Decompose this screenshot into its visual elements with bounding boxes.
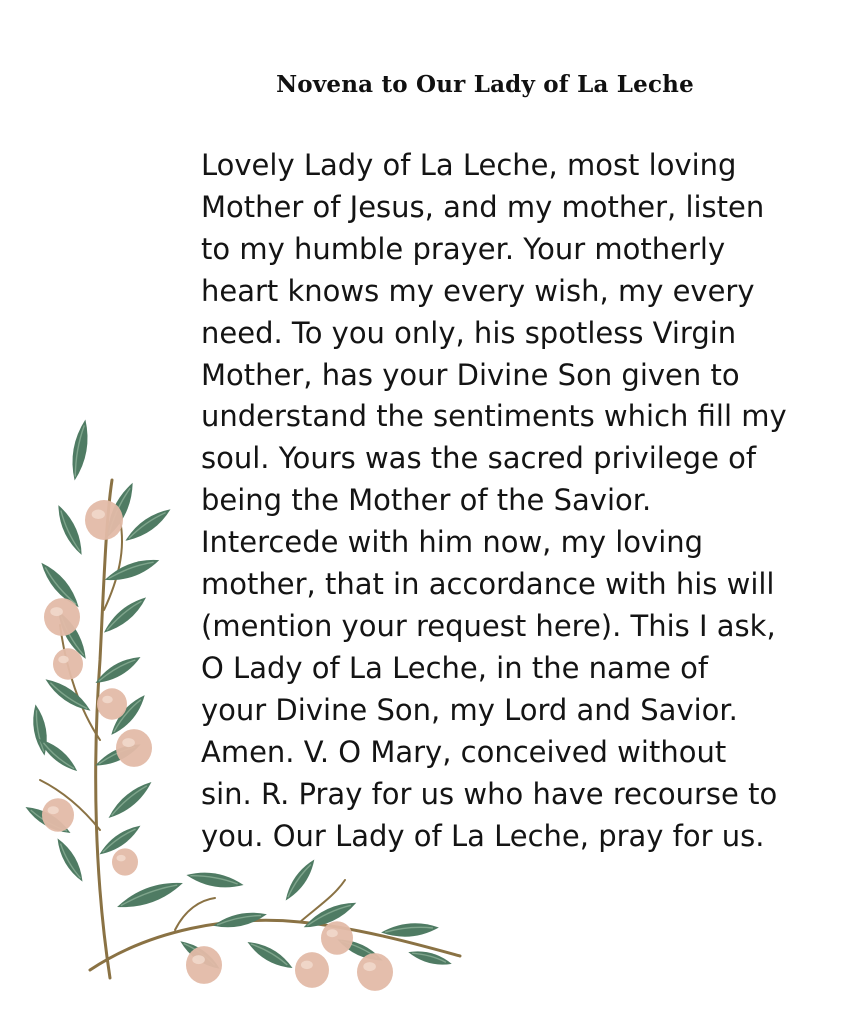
olive-highlight (92, 510, 105, 520)
olive-shape (357, 953, 393, 991)
prayer-line: sin. R. Pray for us who have recourse to (201, 776, 778, 811)
prayer-line: O Lady of La Leche, in the name of (201, 650, 709, 685)
prayer-line: being the Mother of the Savior. (201, 483, 652, 518)
olive-shape (112, 848, 138, 875)
prayer-line: mother, that in accordance with his will (201, 567, 775, 602)
olive-shape (97, 688, 127, 720)
leaf-shape (53, 503, 87, 558)
olive-highlight (102, 696, 113, 704)
olive-highlight (301, 961, 313, 970)
leaf-shape (105, 777, 156, 822)
prayer-line: understand the sentiments which fill my (201, 399, 787, 434)
olive-highlight (58, 656, 69, 664)
leaf-shape (68, 418, 92, 481)
prayer-line: heart knows my every wish, my every (201, 273, 755, 308)
olive-shape (186, 946, 222, 984)
leaf-shape (115, 876, 186, 914)
olive-highlight (50, 607, 63, 616)
olive-shape (321, 921, 353, 955)
olive-shape (44, 598, 80, 636)
olive-highlight (48, 806, 59, 814)
olive-branch-icon (0, 410, 470, 1000)
prayer-line: (mention your request here). This I ask, (201, 608, 776, 643)
leaf-shape (100, 593, 150, 638)
leaf-shape (42, 674, 94, 715)
olive-shape (116, 729, 152, 767)
prayer-line: soul. Yours was the sacred privilege of (201, 441, 757, 476)
prayer-line: Mother, has your Divine Son given to (201, 357, 740, 392)
olive-highlight (363, 962, 376, 971)
prayer-line: Intercede with him now, my loving (201, 525, 704, 560)
leaf-shape (103, 554, 162, 586)
prayer-line: to my humble prayer. Your motherly (201, 231, 726, 266)
leaf-shape (53, 836, 88, 885)
prayer-line: you. Our Lady of La Leche, pray for us. (201, 818, 765, 853)
olive-highlight (192, 955, 205, 964)
prayer-line: need. To you only, his spotless Virgin (201, 315, 737, 350)
page-title: Novena to Our Lady of La Leche (276, 71, 694, 98)
prayer-line: Amen. V. O Mary, conceived without (201, 734, 727, 769)
prayer-line: Mother of Jesus, and my mother, listen (201, 189, 765, 224)
olive-shape (42, 798, 74, 832)
leaf-shape (407, 947, 453, 968)
olive-highlight (117, 855, 126, 862)
leaf-shape (281, 856, 319, 903)
olive-shape (85, 500, 123, 540)
olive-highlight (122, 738, 135, 747)
olive-shape (53, 648, 83, 680)
prayer-line: your Divine Son, my Lord and Savior. (201, 692, 738, 727)
leaf-shape (35, 735, 80, 776)
leaf-shape (185, 869, 244, 892)
olive-highlight (327, 929, 338, 937)
leaf-shape (244, 937, 295, 973)
olive-shape (295, 952, 329, 988)
prayer-line: Lovely Lady of La Leche, most loving (201, 148, 737, 182)
leaf-shape (122, 504, 174, 545)
